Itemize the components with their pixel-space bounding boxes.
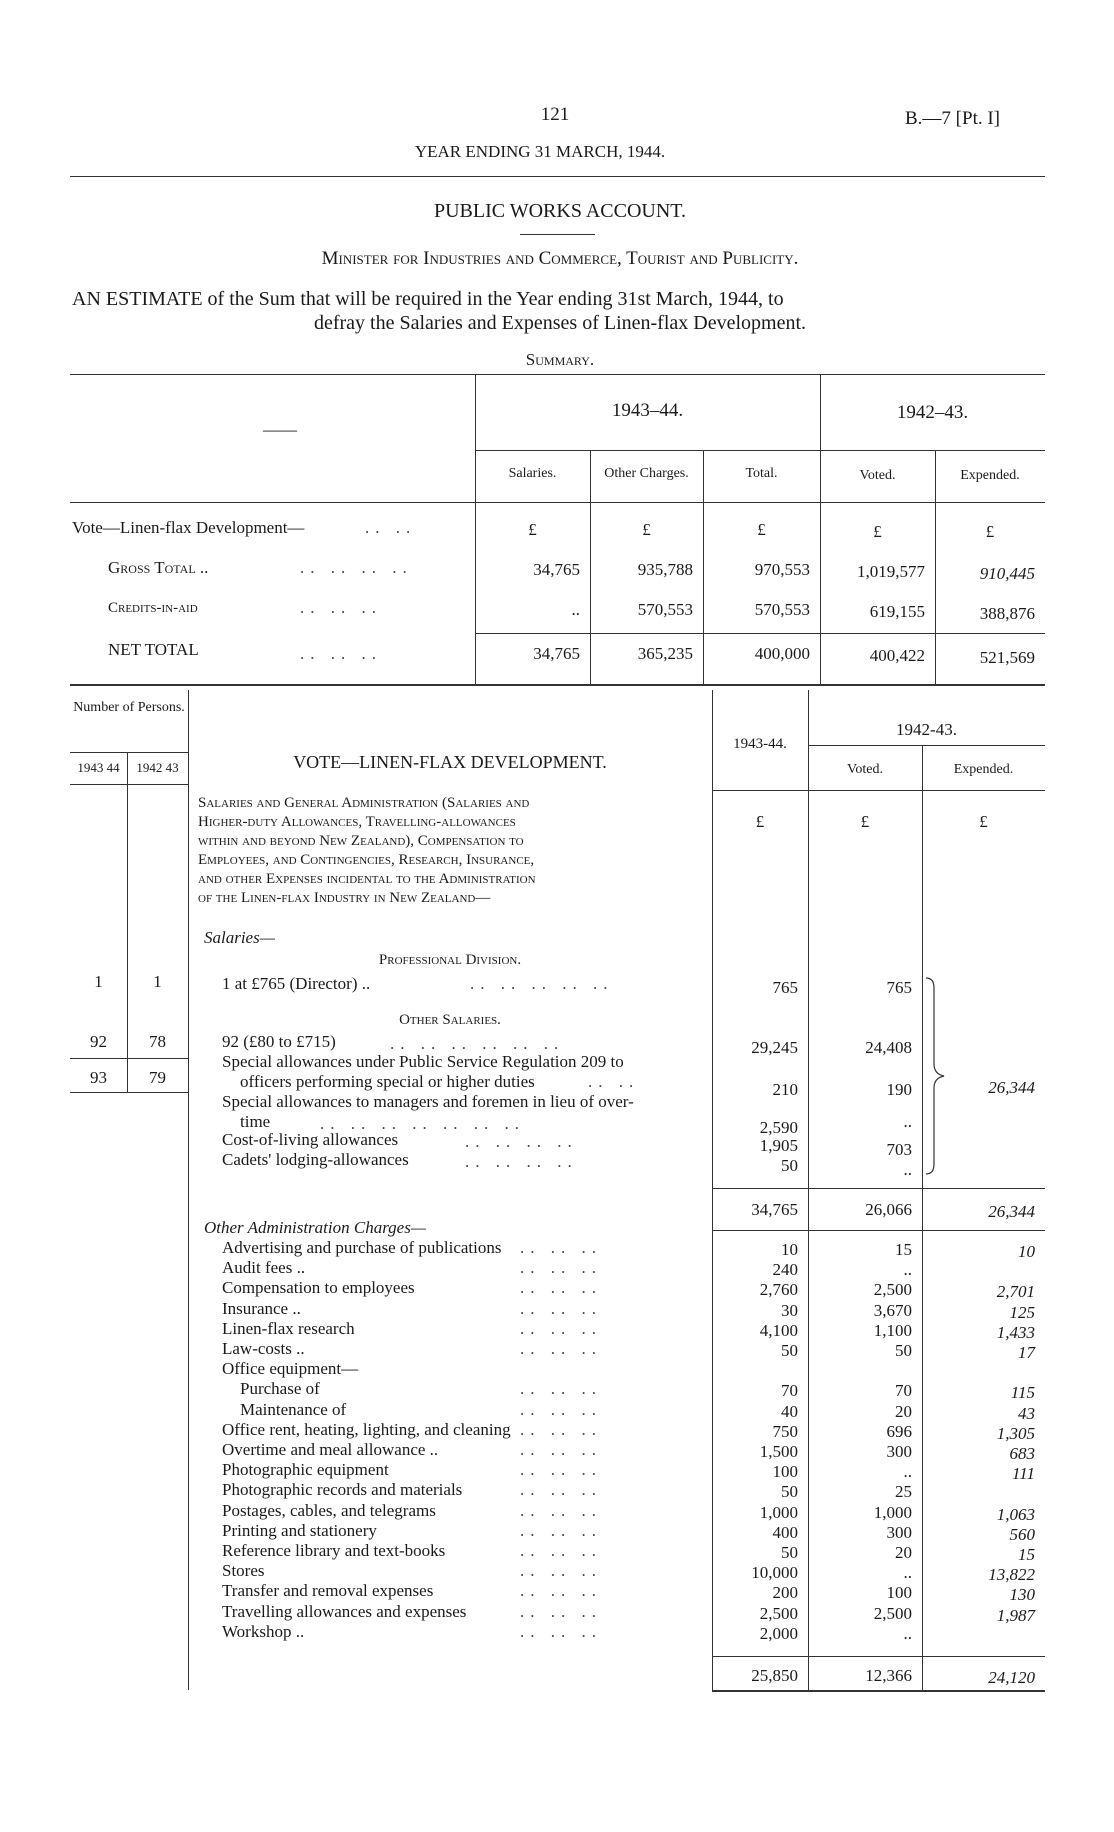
charge-label: Office rent, heating, lighting, and cleaning [222,1420,511,1439]
charge-voted: 100 [886,1583,912,1602]
charge-current: 50 [781,1482,798,1501]
detail-col-expended: Expended. [953,762,1014,777]
charge-current: 240 [772,1260,798,1279]
leader-dots: .. .. .. [520,1400,602,1419]
charge-expended: 15 [1018,1545,1035,1564]
leader-dots: .. .. .. [520,1379,602,1398]
other-salaries-heading: Other Salaries. [399,1012,501,1028]
leader-dots: .. .. .. [520,1501,602,1520]
charge-label: Insurance .. [222,1299,301,1318]
charge-voted: 70 [895,1381,912,1400]
minister-line: Minister for Industries and Commerce, Tourist and Publicity. [321,248,799,269]
header-rule [70,176,1045,177]
leader-dots: .. .. .. [520,1561,602,1580]
charge-current: 2,500 [759,1604,798,1623]
charge-current: 1,500 [759,1442,798,1461]
charge-label: Office equipment— [222,1359,359,1378]
summary-year-current: 1943–44. [611,400,684,421]
charge-voted: 2,500 [873,1280,912,1299]
leader-dots: .. .. .. [520,1278,602,1297]
detail-col-voted: Voted. [847,762,883,777]
leader-dots: .. .. .. [520,1460,602,1479]
leader-dots: .. .. .. [520,1258,602,1277]
charge-label: Reference library and text-books [222,1541,446,1560]
leader-dots: .. .. .. [520,1541,602,1560]
charge-label: Workshop .. [222,1622,305,1641]
charge-label: Travelling allowances and expenses [222,1602,467,1621]
page-subtitle: YEAR ENDING 31 MARCH, 1944. [414,142,666,161]
charge-expended: 560 [1009,1525,1035,1544]
col-expended: Expended. [960,468,1020,483]
leader-dots: .. .. .. [520,1420,602,1439]
charge-expended: 1,433 [996,1323,1035,1342]
professional-division-heading: Professional Division. [378,952,522,968]
charge-label: Printing and stationery [222,1521,377,1540]
charge-expended: 130 [1009,1585,1035,1604]
title-rule [520,234,595,235]
vote-label: Vote—Linen-flax Development— [72,518,305,537]
persons-header: Number of Persons. [73,700,185,715]
charge-current: 70 [781,1381,798,1400]
charge-label: Postages, cables, and telegrams [222,1501,436,1520]
charge-expended: 125 [1009,1303,1035,1322]
charge-expended: 1,305 [996,1424,1035,1443]
detail-year-prev: 1942-43. [896,720,957,739]
charge-expended: 17 [1018,1343,1035,1362]
charge-label: Purchase of [240,1379,320,1398]
vote-title: VOTE—LINEN-FLAX DEVELOPMENT. [293,752,607,772]
charge-expended: 43 [1018,1404,1035,1423]
currency-symbol: £ [985,522,995,541]
charge-label: Law-costs .. [222,1339,305,1358]
account-title: PUBLIC WORKS ACCOUNT. [433,200,687,222]
leader-dots: .. .. .. [520,1581,602,1600]
charge-label: Linen-flax research [222,1319,355,1338]
charge-expended: 111 [1012,1464,1035,1483]
salaries-expended-combined: 26,344 [988,1078,1035,1097]
charge-voted: 300 [886,1523,912,1542]
currency-symbol: £ [755,812,765,831]
charge-label: Transfer and removal expenses [222,1581,434,1600]
leader-dots: .. .. .. [520,1238,602,1257]
charge-expended: 10 [1018,1242,1035,1261]
leader-dots: .. .. .. [520,1319,602,1338]
currency-symbol: £ [873,522,882,541]
leader-dots: .. .. .. [520,1299,602,1318]
charge-current: 400 [772,1523,798,1542]
charge-voted: 2,500 [873,1604,912,1623]
summary-dash: —— [263,420,297,439]
charge-expended: 1,063 [996,1505,1035,1524]
persons-col-1942: 1942 43 [136,760,179,775]
col-salaries: Salaries. [508,466,557,481]
charge-voted: 20 [895,1402,912,1421]
brace-icon [924,976,954,1176]
estimate-line-1: AN ESTIMATE of the Sum that will be required in the Year ending 31st March, 1944, to [72,288,784,310]
charge-expended: 683 [1009,1444,1035,1463]
charge-current: 2,760 [759,1280,798,1299]
charge-voted: 25 [895,1482,912,1501]
charge-current: 50 [781,1543,798,1562]
charge-current: 10 [781,1240,798,1259]
summary-heading: Summary. [525,350,595,369]
charge-current: 200 [772,1583,798,1602]
charge-voted: 1,000 [873,1503,912,1522]
charge-expended: 1,987 [996,1606,1035,1625]
vote-description: Salaries and General Administration (Salaries and Higher-duty Allowances, Travelling-allowances within and beyond New Zealand), Compensation to Employees, and Contingencies, Research, Insurance, and other Expenses incidental to the Administration of the Linen-flax Industry in New Zealand— [198,795,536,906]
leader-dots: .. .. .. [520,1480,602,1499]
salaries-heading: Salaries— [204,928,275,947]
charge-expended: 115 [1010,1383,1035,1402]
charge-label: Audit fees .. [222,1258,306,1277]
charge-voted: .. [903,1260,912,1279]
charge-current: 50 [781,1341,798,1360]
charge-current: 100 [772,1462,798,1481]
charge-voted: 3,670 [873,1301,912,1320]
estimate-line-2: defray the Salaries and Expenses of Linen-flax Development. [313,312,807,334]
leader-dots: .. .. .. [520,1440,602,1459]
charge-voted: 20 [895,1543,912,1562]
col-total: Total. [745,466,778,481]
leader-dots: .. .. .. [520,1521,602,1540]
charge-label: Stores [222,1561,265,1580]
charge-label: Maintenance of [240,1400,347,1419]
charge-voted: .. [903,1563,912,1582]
charge-expended: 2,701 [996,1282,1035,1301]
charge-label: Compensation to employees [222,1278,415,1297]
currency-symbol: £ [757,520,766,539]
charge-label: Advertising and purchase of publications [222,1238,502,1257]
persons-col-1943: 1943 44 [77,760,120,775]
charge-current: 10,000 [751,1563,798,1582]
charge-voted: 15 [895,1240,912,1259]
charge-current: 750 [772,1422,798,1441]
col-other-charges: Other Charges. [604,466,689,481]
charge-label: Photographic records and materials [222,1480,463,1499]
charge-current: 1,000 [759,1503,798,1522]
charge-label: Photographic equipment [222,1460,389,1479]
summary-year-prev: 1942–43. [896,402,969,423]
charge-voted: 696 [886,1422,912,1441]
other-charges-heading: Other Administration Charges— [204,1218,426,1237]
charge-voted: .. [903,1462,912,1481]
currency-symbol: £ [642,520,651,539]
charge-expended: 13,822 [988,1565,1035,1584]
charge-voted: 50 [895,1341,912,1360]
page-number: 121 [540,104,570,125]
col-voted: Voted. [859,468,896,483]
charge-current: 30 [781,1301,798,1320]
charge-current: 2,000 [759,1624,798,1643]
document-reference: B.—7 [Pt. I] [905,108,1000,129]
leader-dots: .. .. .. [520,1602,602,1621]
charge-voted: .. [903,1624,912,1643]
currency-symbol: £ [860,812,870,831]
currency-symbol: £ [979,812,988,831]
charge-current: 4,100 [759,1321,798,1340]
leader-dots: .. .. .. [520,1622,602,1641]
charge-current: 40 [781,1402,798,1421]
currency-symbol: £ [528,520,537,539]
charge-label: Overtime and meal allowance .. [222,1440,439,1459]
charge-voted: 300 [886,1442,912,1461]
charge-voted: 1,100 [873,1321,912,1340]
leader-dots: .. .. .. [520,1339,602,1358]
detail-year-current: 1943-44. [733,736,787,752]
